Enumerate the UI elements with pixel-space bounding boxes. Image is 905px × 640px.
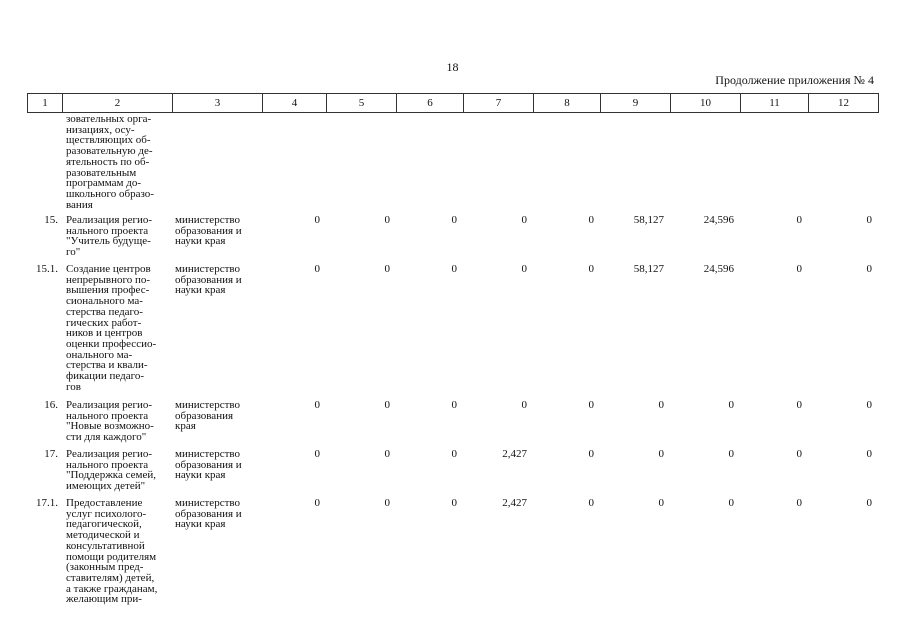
column-header: 4	[263, 94, 327, 113]
cell-value: 0	[658, 399, 664, 411]
cell-value	[808, 114, 878, 215]
row-number: 16.	[44, 399, 58, 411]
column-header-table	[27, 93, 879, 113]
cell-value: 0	[384, 448, 390, 460]
cell-value	[463, 114, 533, 215]
cell-value: 0	[588, 448, 594, 460]
cell-value: 0	[451, 214, 457, 226]
cell-value: 0	[314, 448, 320, 460]
cell-value: 0	[796, 448, 802, 460]
cell-value: 0	[451, 263, 457, 275]
row-number: 15.1.	[36, 263, 58, 275]
row-name: зовательных орга- низациях, осу- ществляющих об- разовательную де- ятельность по об- разовательным программам до- школьного образо- вания	[66, 113, 154, 211]
continuation-label: Продолжение приложения № 4	[715, 73, 874, 87]
cell-value: 0	[866, 497, 872, 509]
cell-value: 0	[521, 263, 527, 275]
row-number: 17.	[44, 448, 58, 460]
cell-value: 0	[521, 399, 527, 411]
data-table	[27, 114, 878, 608]
row-executor	[172, 114, 262, 215]
cell-value: 0	[384, 263, 390, 275]
column-header: 10	[671, 94, 741, 113]
column-header: 6	[397, 94, 464, 113]
column-header: 3	[173, 94, 263, 113]
cell-value: 0	[866, 399, 872, 411]
table-row	[27, 114, 878, 215]
cell-value: 0	[796, 263, 802, 275]
table-row	[27, 498, 878, 608]
cell-value: 58,127	[633, 214, 664, 226]
table-row	[27, 400, 878, 449]
cell-value: 0	[384, 214, 390, 226]
row-name: Реализация регио- нального проекта "Учитель будуще- го"	[66, 214, 153, 259]
column-header-row	[28, 94, 879, 113]
table-row	[27, 215, 878, 264]
cell-value: 0	[796, 497, 802, 509]
cell-value: 0	[314, 497, 320, 509]
cell-value: 2,427	[502, 497, 527, 509]
cell-value: 0	[866, 263, 872, 275]
cell-value: 0	[658, 497, 664, 509]
row-number: 15.	[44, 214, 58, 226]
row-executor: министерство образования и науки края	[175, 263, 242, 297]
cell-value: 0	[588, 263, 594, 275]
row-executor: министерство образования и науки края	[175, 448, 242, 482]
row-number	[27, 114, 62, 215]
column-header: 11	[741, 94, 809, 113]
row-name: Создание центров непрерывного по- вышения профес- сионального ма- стерства педаго- гических работ- ников и центров оценки профессио- онального ма- стерства и квали- фикации педаго- гов	[66, 263, 157, 393]
cell-value: 0	[588, 497, 594, 509]
cell-value: 0	[728, 497, 734, 509]
cell-value: 0	[451, 497, 457, 509]
cell-value: 0	[314, 214, 320, 226]
cell-value: 0	[384, 399, 390, 411]
cell-value: 24,596	[703, 214, 734, 226]
row-executor: министерство образования и науки края	[175, 214, 242, 248]
row-executor: министерство образования и науки края	[175, 497, 242, 531]
cell-value	[670, 114, 740, 215]
cell-value: 2,427	[502, 448, 527, 460]
cell-value: 58,127	[633, 263, 664, 275]
column-header: 1	[28, 94, 63, 113]
cell-value: 0	[866, 448, 872, 460]
cell-value: 0	[521, 214, 527, 226]
cell-value: 0	[314, 399, 320, 411]
cell-value	[740, 114, 808, 215]
row-executor: министерство образования края	[175, 399, 241, 433]
cell-value: 0	[728, 448, 734, 460]
cell-value: 0	[796, 214, 802, 226]
page-number: 18	[446, 60, 459, 74]
cell-value	[396, 114, 463, 215]
table-row	[27, 449, 878, 498]
cell-value: 0	[384, 497, 390, 509]
cell-value: 24,596	[703, 263, 734, 275]
cell-value	[262, 114, 326, 215]
column-header: 9	[601, 94, 671, 113]
table-row	[27, 264, 878, 400]
cell-value: 0	[588, 214, 594, 226]
row-name: Реализация регио- нального проекта "Новые возможно- сти для каждого"	[66, 399, 154, 444]
cell-value	[600, 114, 670, 215]
cell-value: 0	[451, 448, 457, 460]
column-header: 12	[809, 94, 879, 113]
column-header: 7	[464, 94, 534, 113]
cell-value: 0	[588, 399, 594, 411]
cell-value: 0	[658, 448, 664, 460]
row-name: Предоставление услуг психолого- педагогической, методической и консультативной помощи родителям (законным пред- ставителям) детей, а также гражданам, желающим при-	[66, 497, 158, 606]
row-number: 17.1.	[36, 497, 58, 509]
column-header: 8	[534, 94, 601, 113]
cell-value: 0	[796, 399, 802, 411]
column-header: 5	[327, 94, 397, 113]
cell-value	[326, 114, 396, 215]
cell-value: 0	[451, 399, 457, 411]
row-name: Реализация регио- нального проекта "Поддержка семей, имеющих детей"	[66, 448, 156, 493]
cell-value: 0	[728, 399, 734, 411]
column-header: 2	[63, 94, 173, 113]
cell-value: 0	[866, 214, 872, 226]
cell-value	[533, 114, 600, 215]
cell-value: 0	[314, 263, 320, 275]
